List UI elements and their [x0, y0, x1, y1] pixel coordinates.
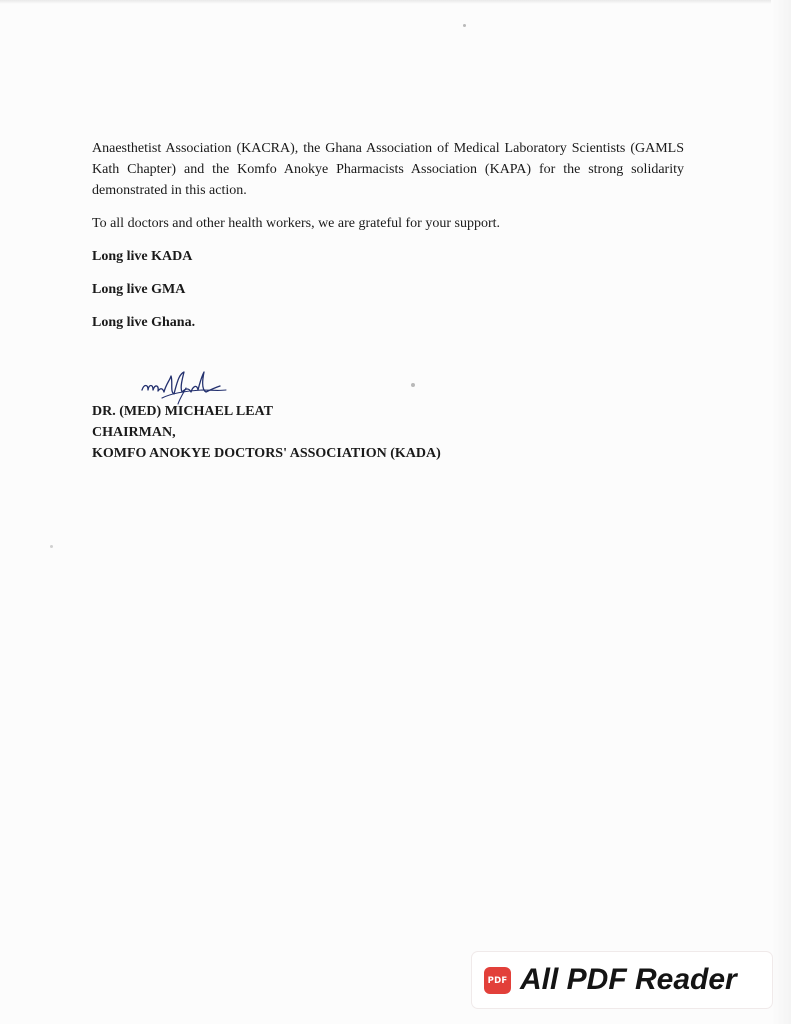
letter-body	[92, 138, 684, 345]
scan-speck	[463, 24, 466, 27]
scan-speck	[411, 383, 415, 387]
scan-speck	[50, 545, 53, 548]
signature-block	[92, 401, 441, 464]
paragraph-gratitude: To all doctors and other health workers, we are grateful for your support.	[92, 216, 500, 231]
slogan-kada: Long live KADA	[92, 249, 193, 264]
watermark-label: All PDF Reader	[520, 963, 737, 996]
slogan-ghana: Long live Ghana.	[92, 315, 196, 330]
signatory-title: CHAIRMAN,	[92, 425, 176, 440]
signatory-name: DR. (MED) MICHAEL LEAT	[92, 404, 273, 419]
signatory-organization: KOMFO ANOKYE DOCTORS' ASSOCIATION (KADA)	[92, 446, 441, 461]
pdf-icon: PDF	[484, 967, 511, 994]
slogan-gma: Long live GMA	[92, 282, 186, 297]
scan-edge-top	[0, 0, 791, 4]
scan-edge-right	[771, 0, 791, 1024]
paragraph-solidarity: Anaesthetist Association (KACRA), the Ghana Association of Medical Laboratory Scientists (GAMLS Kath Chapter) and the Komfo Anokye Pharmacists Association (KAPA) for the strong solidarity demonstrated in this action.	[92, 141, 684, 198]
app-watermark[interactable]	[472, 952, 772, 1008]
